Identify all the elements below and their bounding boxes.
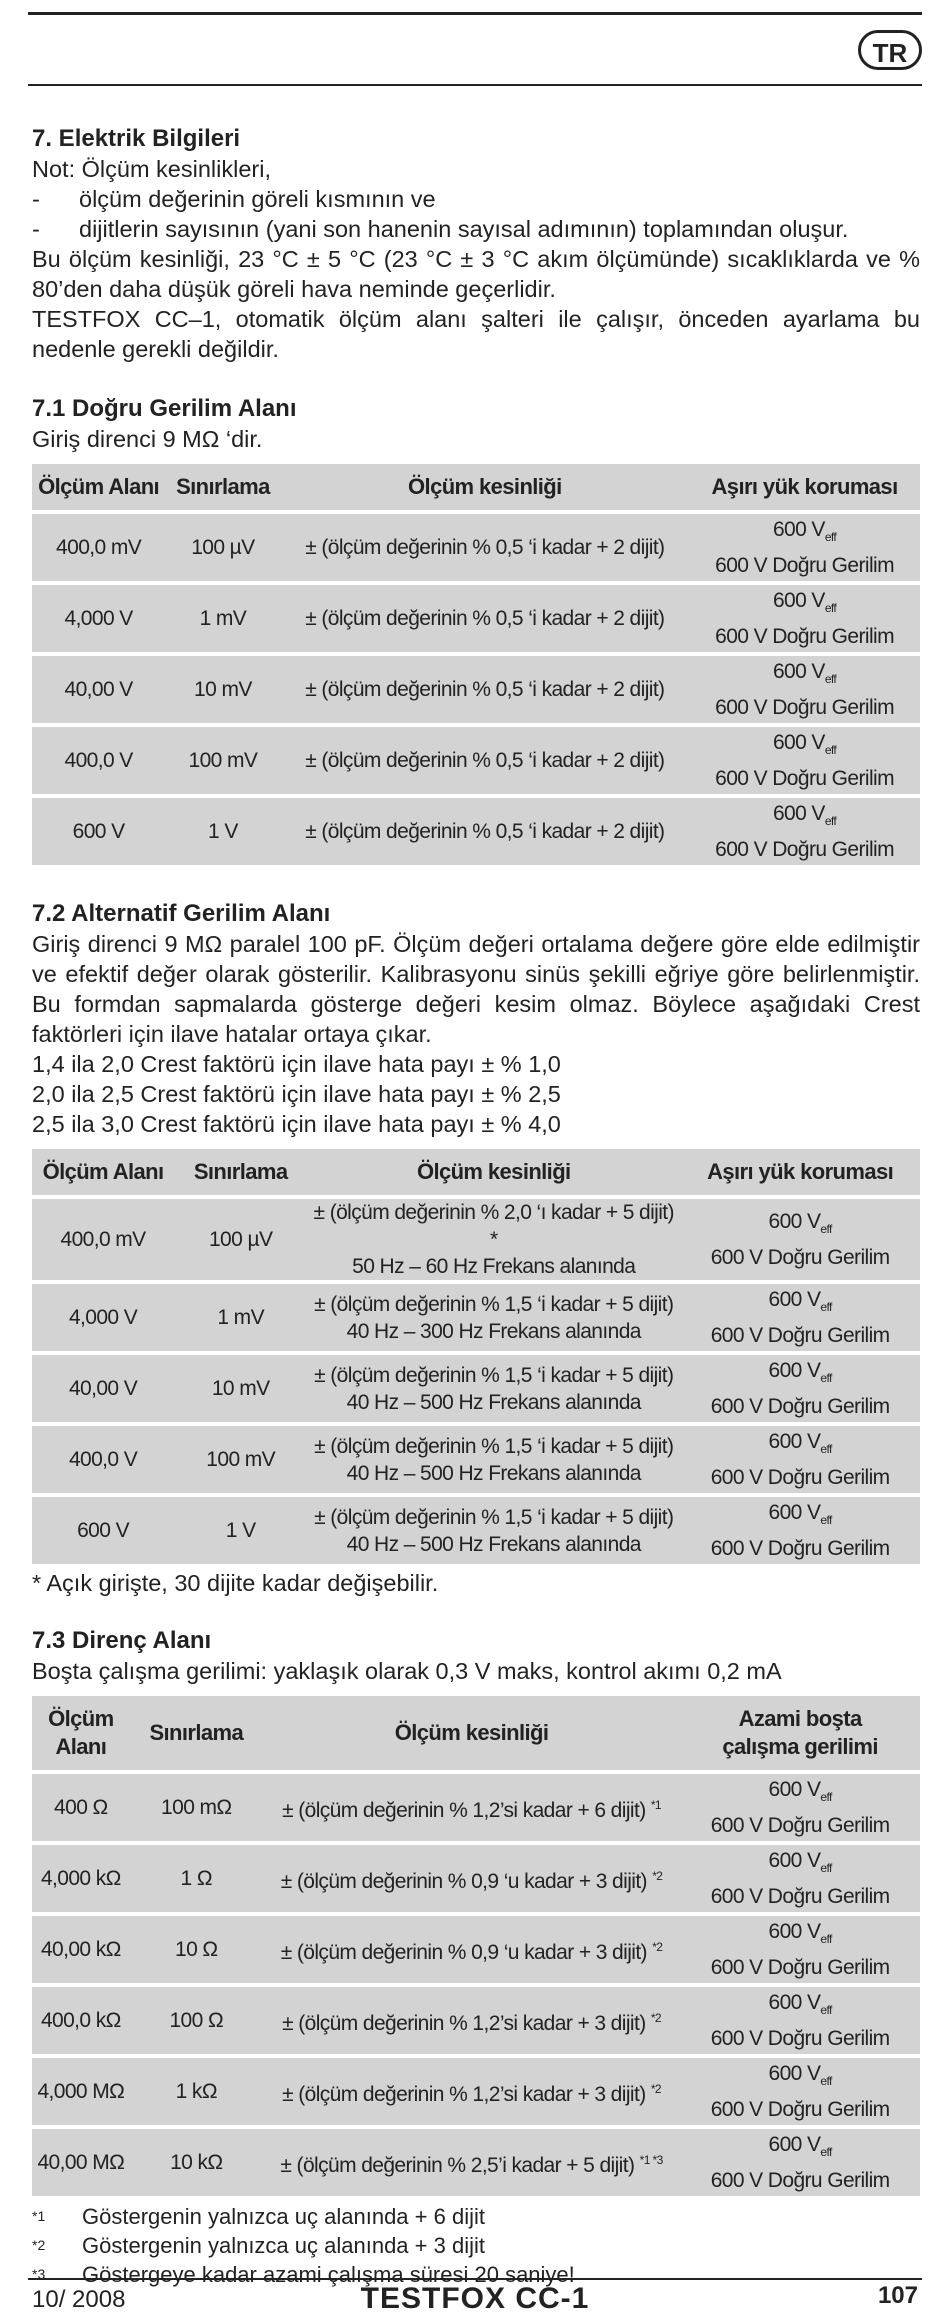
limit-cell: 100 mV (165, 723, 280, 794)
limit-cell: 10 mV (174, 1351, 307, 1422)
range-cell: 600 V (32, 1493, 174, 1564)
table-header-row (32, 1696, 920, 1770)
overload-protection-cell (680, 1351, 920, 1422)
table-row (32, 794, 920, 865)
frequency-line: 40 Hz – 500 Hz Frekans alanında (346, 1532, 641, 1556)
protection-eff: 600 V (768, 1210, 821, 1234)
accuracy-cell (263, 1770, 680, 1841)
page-footer (28, 2278, 922, 2318)
protection-eff: 600 V (772, 731, 825, 755)
protection-eff: 600 V (768, 1920, 821, 1944)
crest-line-1: 1,4 ila 2,0 Crest faktörü için ilave hata payı ± % 1,0 (32, 1051, 561, 1077)
protection-eff-sub: eff (820, 1513, 832, 1528)
frequency-line: 40 Hz – 500 Hz Frekans alanında (346, 1461, 641, 1485)
crest-line-2: 2,0 ila 2,5 Crest faktörü için ilave hata payı ± % 2,5 (32, 1081, 561, 1107)
overload-protection-cell (689, 581, 920, 652)
section-7-3-subtitle: Boşta çalışma gerilimi: yaklaşık olarak 0,3 V maks, kontrol akımı 0,2 mA (32, 1658, 782, 1684)
accuracy-cell (307, 1493, 680, 1564)
protection-dc: 600 V Doğru Gerilim (710, 1465, 890, 1489)
protection-eff-sub: eff (824, 672, 837, 687)
protection-eff: 600 V (768, 1849, 821, 1873)
protection-eff-sub: eff (824, 601, 837, 616)
footnote-ref: *1 (650, 1797, 661, 1812)
col-header: Ölçüm kesinliği (307, 1149, 680, 1195)
accuracy-cell: ± (ölçüm değerinin % 0,5 ‘i kadar + 2 dijit) (281, 581, 689, 652)
accuracy-cell: ± (ölçüm değerinin % 0,5 ‘i kadar + 2 dijit) (281, 510, 689, 581)
protection-eff: 600 V (768, 1288, 821, 1312)
overload-protection-cell (680, 1422, 920, 1493)
paragraph-accuracy: Bu ölçüm kesinliği, 23 °C ± 5 °C (23 °C ± 3 °C akım ölçümünde) sıcaklıklarda ve % 80’den daha düşük göreli hava neminde geçerlidir. (32, 246, 920, 302)
protection-eff: 600 V (768, 1991, 821, 2015)
limit-cell: 1 mV (165, 581, 280, 652)
crest-line-3: 2,5 ila 3,0 Crest faktörü için ilave hata payı ± % 4,0 (32, 1111, 561, 1137)
col-header: Ölçüm Alanı (32, 464, 165, 510)
accuracy-cell (307, 1351, 680, 1422)
accuracy-text: ± (ölçüm değerinin % 1,2’si kadar + 6 dijit) (282, 1798, 646, 1822)
accuracy-line: ± (ölçüm değerinin % 1,5 ‘i kadar + 5 dijit) (314, 1434, 674, 1458)
top-rule (28, 12, 922, 15)
range-cell: 40,00 V (32, 1351, 174, 1422)
protection-eff: 600 V (768, 1501, 821, 1525)
accuracy-line: ± (ölçüm değerinin % 1,5 ‘i kadar + 5 dijit) (314, 1292, 674, 1316)
ac-footnote: * Açık girişte, 30 dijite kadar değişebilir. (32, 1570, 439, 1596)
limit-cell: 100 Ω (130, 1983, 263, 2054)
header-rule (28, 84, 922, 86)
table-row (32, 1280, 920, 1351)
table-row (32, 581, 920, 652)
limit-cell: 100 mΩ (130, 1770, 263, 1841)
protection-eff: 600 V (768, 1778, 821, 1802)
accuracy-cell (307, 1422, 680, 1493)
resistance-footnotes (32, 2202, 920, 2289)
protection-eff-sub: eff (820, 1300, 832, 1315)
col-header: Aşırı yük koruması (689, 464, 920, 510)
section-7-2 (32, 899, 920, 1598)
limit-cell: 1 kΩ (130, 2054, 263, 2125)
limit-cell: 1 mV (174, 1280, 307, 1351)
protection-eff-sub: eff (820, 1442, 832, 1457)
accuracy-cell (263, 1912, 680, 1983)
protection-dc: 600 V Doğru Gerilim (715, 553, 894, 577)
protection-eff: 600 V (768, 2062, 821, 2086)
frequency-line: 50 Hz – 60 Hz Frekans alanında (352, 1255, 636, 1278)
accuracy-cell: ± (ölçüm değerinin % 0,5 ‘i kadar + 2 dijit) (281, 652, 689, 723)
frequency-line: 40 Hz – 300 Hz Frekans alanında (346, 1319, 641, 1343)
footer-date: 10/ 2008 (32, 2286, 126, 2313)
protection-dc: 600 V Doğru Gerilim (715, 624, 894, 648)
table-row (32, 1195, 920, 1280)
range-cell: 400,0 mV (32, 1195, 174, 1280)
section-7-title: 7. Elektrik Bilgileri (32, 125, 241, 152)
accuracy-cell (263, 2125, 680, 2196)
range-cell: 400,0 mV (32, 510, 165, 581)
table-row (32, 1422, 920, 1493)
protection-dc: 600 V Doğru Gerilim (710, 1813, 890, 1837)
resistance-table (32, 1696, 920, 2196)
section-7-1-subtitle: Giriş direnci 9 MΩ ‘dir. (32, 426, 263, 452)
table-row (32, 652, 920, 723)
footnote-text: Göstergeye kadar azami çalışma süresi 20 saniye! (82, 2262, 575, 2287)
col-header: Aşırı yük koruması (680, 1149, 920, 1195)
footer-rule (28, 2278, 922, 2280)
accuracy-line: ± (ölçüm değerinin % 1,5 ‘i kadar + 5 dijit) (314, 1505, 674, 1529)
protection-eff: 600 V (768, 1359, 821, 1383)
footnote-ref: *1 *3 (639, 2152, 663, 2167)
range-cell: 4,000 MΩ (32, 2054, 130, 2125)
bullet-1: - ölçüm değerinin göreli kısmının ve (32, 186, 436, 212)
range-cell: 400,0 V (32, 723, 165, 794)
accuracy-line: ± (ölçüm değerinin % 2,0 ‘ı kadar + 5 dijit) * (313, 1201, 674, 1251)
range-cell: 4,000 V (32, 581, 165, 652)
footnote-mark: *1 (32, 2208, 46, 2224)
table-row (32, 1770, 920, 1841)
range-cell: 600 V (32, 794, 165, 865)
frequency-line: 40 Hz – 500 Hz Frekans alanında (346, 1390, 641, 1414)
footnote-item (32, 2202, 920, 2231)
limit-cell: 100 mV (174, 1422, 307, 1493)
accuracy-text: ± (ölçüm değerinin % 0,9 ‘u kadar + 3 dijit) (280, 1869, 647, 1893)
table-header-row (32, 464, 920, 510)
footnote-ref: *2 (652, 1939, 663, 1954)
range-cell: 4,000 kΩ (32, 1841, 130, 1912)
protection-eff-sub: eff (820, 2003, 832, 2018)
protection-eff-sub: eff (820, 1790, 832, 1805)
page-content (32, 124, 920, 2289)
col-header: Azami boşta çalışma gerilimi (680, 1696, 920, 1770)
protection-eff: 600 V (768, 2133, 821, 2157)
protection-eff-sub: eff (824, 530, 837, 545)
col-header: Sınırlama (130, 1696, 263, 1770)
language-badge: TR (858, 30, 922, 70)
limit-cell: 10 kΩ (130, 2125, 263, 2196)
section-7-2-title: 7.2 Alternatif Gerilim Alanı (32, 900, 331, 927)
col-header: Ölçüm Alanı (32, 1696, 130, 1770)
protection-eff-sub: eff (820, 1932, 832, 1947)
limit-cell: 1 V (165, 794, 280, 865)
protection-eff-sub: eff (820, 1861, 832, 1876)
range-cell: 40,00 V (32, 652, 165, 723)
protection-eff-sub: eff (820, 2145, 832, 2160)
accuracy-cell (263, 1841, 680, 1912)
footnote-mark: *3 (32, 2266, 46, 2282)
overload-protection-cell (680, 2054, 920, 2125)
page-number: 107 (877, 2282, 918, 2309)
overload-protection-cell (680, 1770, 920, 1841)
protection-dc: 600 V Doğru Gerilim (715, 695, 894, 719)
protection-eff: 600 V (772, 660, 825, 684)
protection-dc: 600 V Doğru Gerilim (710, 1884, 890, 1908)
protection-eff-sub: eff (820, 2074, 832, 2089)
range-cell: 400,0 kΩ (32, 1983, 130, 2054)
table-row (32, 723, 920, 794)
footnote-ref: *2 (650, 2010, 661, 2025)
footnote-ref: *2 (652, 1868, 663, 1883)
footnote-mark: *2 (32, 2237, 46, 2253)
col-header: Sınırlama (165, 464, 280, 510)
col-header: Ölçüm Alanı (32, 1149, 174, 1195)
table-row (32, 2125, 920, 2196)
protection-dc: 600 V Doğru Gerilim (710, 2097, 890, 2121)
limit-cell: 1 V (174, 1493, 307, 1564)
col-header: Ölçüm kesinliği (263, 1696, 680, 1770)
accuracy-text: ± (ölçüm değerinin % 0,9 ‘u kadar + 3 dijit) (280, 1940, 647, 1964)
section-7-1 (32, 394, 920, 865)
limit-cell: 10 mV (165, 652, 280, 723)
col-header: Ölçüm kesinliği (281, 464, 689, 510)
overload-protection-cell (689, 794, 920, 865)
protection-eff: 600 V (772, 518, 825, 542)
accuracy-cell: ± (ölçüm değerinin % 0,5 ‘i kadar + 2 dijit) (281, 723, 689, 794)
footnote-item (32, 2231, 920, 2260)
protection-eff-sub: eff (820, 1371, 832, 1386)
protection-eff-sub: eff (824, 814, 837, 829)
protection-dc: 600 V Doğru Gerilim (715, 766, 894, 790)
accuracy-text: ± (ölçüm değerinin % 2,5’i kadar + 5 dijit) (280, 2153, 635, 2177)
note-text: Not: Ölçüm kesinlikleri, (32, 156, 271, 182)
range-cell: 400 Ω (32, 1770, 130, 1841)
table-row (32, 1841, 920, 1912)
table-row (32, 1493, 920, 1564)
accuracy-line: ± (ölçüm değerinin % 1,5 ‘i kadar + 5 dijit) (314, 1363, 674, 1387)
overload-protection-cell (680, 1912, 920, 1983)
protection-dc: 600 V Doğru Gerilim (710, 1323, 890, 1347)
footnote-ref: *2 (650, 2081, 661, 2096)
overload-protection-cell (689, 723, 920, 794)
range-cell: 40,00 MΩ (32, 2125, 130, 2196)
table-row (32, 1983, 920, 2054)
limit-cell: 100 µV (174, 1195, 307, 1280)
footnote-text: Göstergenin yalnızca uç alanında + 3 dijit (82, 2233, 485, 2258)
table-row (32, 1351, 920, 1422)
overload-protection-cell (680, 1280, 920, 1351)
accuracy-cell (307, 1280, 680, 1351)
bullet-2: - dijitlerin sayısının (yani son hanenin sayısal adımının) toplamından oluşur. (32, 216, 849, 242)
accuracy-cell (263, 2054, 680, 2125)
section-7-3-title: 7.3 Direnç Alanı (32, 1627, 212, 1654)
protection-eff: 600 V (768, 1430, 821, 1454)
table-header-row (32, 1149, 920, 1195)
protection-dc: 600 V Doğru Gerilim (710, 1536, 890, 1560)
overload-protection-cell (680, 1983, 920, 2054)
footnote-text: Göstergenin yalnızca uç alanında + 6 dijit (82, 2204, 485, 2229)
accuracy-cell (263, 1983, 680, 2054)
accuracy-cell (307, 1195, 680, 1280)
section-7-2-paragraph: Giriş direnci 9 MΩ paralel 100 pF. Ölçüm değeri ortalama değere göre elde edilmiştir ve efektif değer olarak gösterilir. Kalibrasyonu sinüs şekilli eğriye göre belirlenmiştir. Bu formdan sapmalarda gösterge değeri kesim olmaz. Böylece aşağıdaki Crest faktörleri için ilave hatalar ortaya çıkar. (32, 931, 920, 1047)
protection-dc: 600 V Doğru Gerilim (710, 1394, 890, 1418)
overload-protection-cell (689, 652, 920, 723)
protection-dc: 600 V Doğru Gerilim (710, 1955, 890, 1979)
limit-cell: 100 µV (165, 510, 280, 581)
overload-protection-cell (680, 1841, 920, 1912)
table-row (32, 1912, 920, 1983)
protection-eff: 600 V (772, 589, 825, 613)
ac-voltage-table (32, 1149, 920, 1564)
paragraph-autorange: TESTFOX CC–1, otomatik ölçüm alanı şalteri ile çalışır, önceden ayarlama bu nedenle gerekli değildir. (32, 306, 920, 362)
range-cell: 40,00 kΩ (32, 1912, 130, 1983)
overload-protection-cell (680, 1195, 920, 1280)
accuracy-cell: ± (ölçüm değerinin % 0,5 ‘i kadar + 2 dijit) (281, 794, 689, 865)
limit-cell: 10 Ω (130, 1912, 263, 1983)
accuracy-text: ± (ölçüm değerinin % 1,2’si kadar + 3 dijit) (282, 2082, 646, 2106)
protection-dc: 600 V Doğru Gerilim (710, 1245, 890, 1269)
limit-cell: 1 Ω (130, 1841, 263, 1912)
overload-protection-cell (680, 1493, 920, 1564)
section-7-1-title: 7.1 Doğru Gerilim Alanı (32, 395, 297, 422)
table-row (32, 2054, 920, 2125)
range-cell: 4,000 V (32, 1280, 174, 1351)
protection-dc: 600 V Doğru Gerilim (710, 2168, 890, 2192)
dc-voltage-table (32, 464, 920, 865)
overload-protection-cell (689, 510, 920, 581)
section-7-3 (32, 1626, 920, 2289)
table-row (32, 510, 920, 581)
col-header: Sınırlama (174, 1149, 307, 1195)
overload-protection-cell (680, 2125, 920, 2196)
footer-brand: TESTFOX CC-1 (360, 2282, 590, 2315)
protection-eff-sub: eff (824, 743, 837, 758)
accuracy-text: ± (ölçüm değerinin % 1,2’si kadar + 3 dijit) (282, 2011, 646, 2035)
range-cell: 400,0 V (32, 1422, 174, 1493)
protection-dc: 600 V Doğru Gerilim (715, 837, 894, 861)
protection-dc: 600 V Doğru Gerilim (710, 2026, 890, 2050)
protection-eff: 600 V (772, 802, 825, 826)
protection-eff-sub: eff (820, 1222, 832, 1237)
